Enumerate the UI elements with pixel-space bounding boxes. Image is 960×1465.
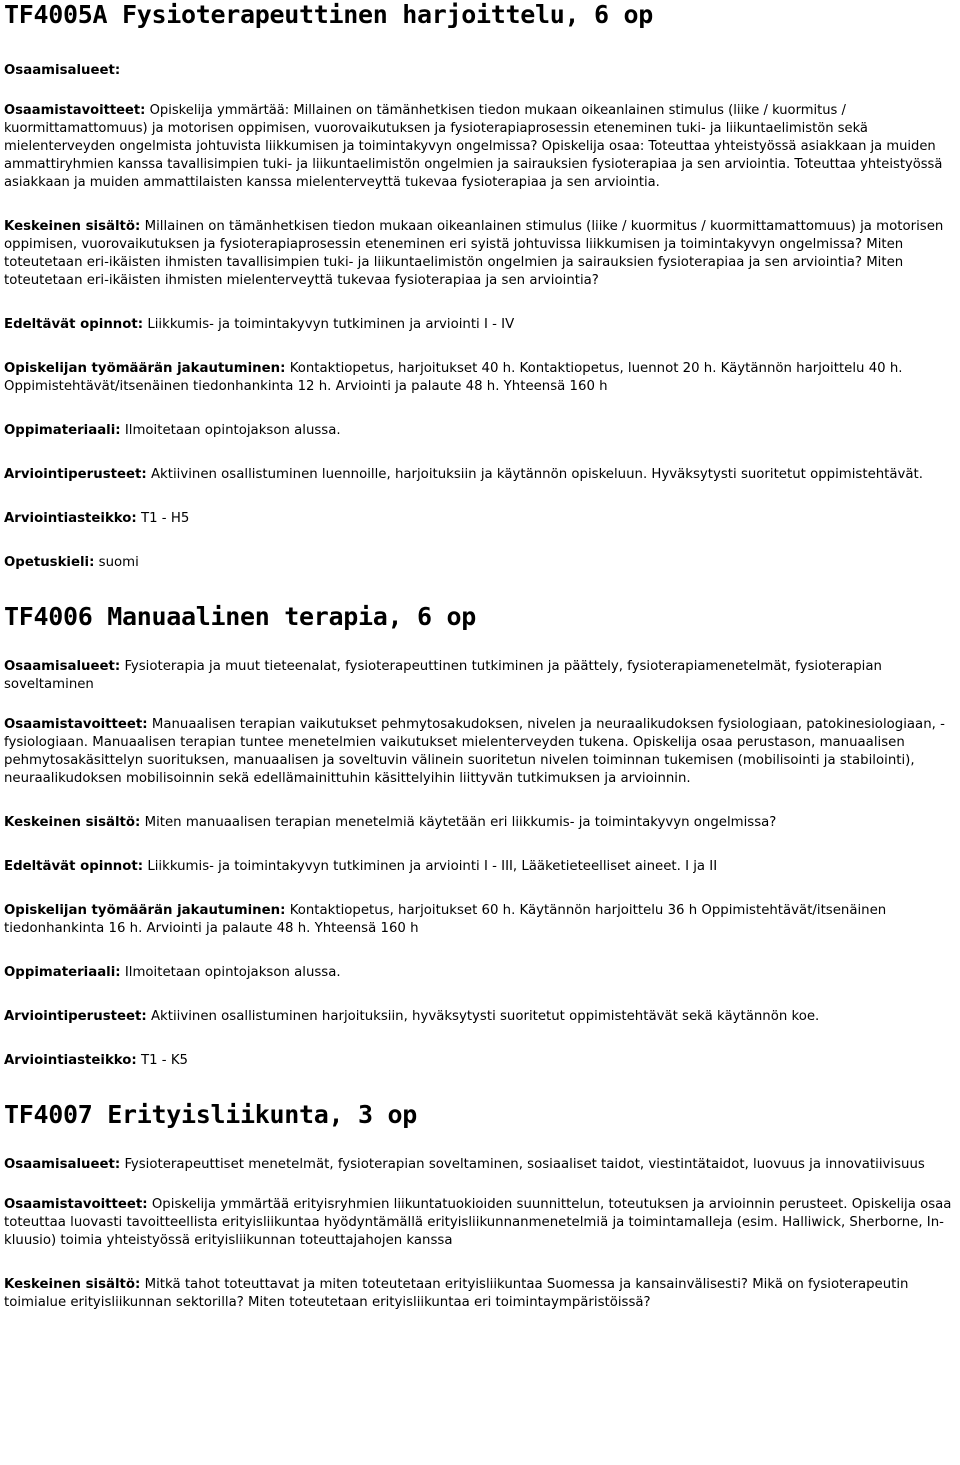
field-value: T1 - H5 xyxy=(140,511,190,526)
field-value: Opiskelija ymmärtää erityisryhmien liikuntatuokioiden suunnittelun, toteutuksen ja arvioinnin perusteet. Opiskelija osaa toteuttaa luovasti tavoitteellista erityisliikuntaa hyödyntämällä erityisliikunnanmenetelmiä ja toimintamalleja (esim. Halliwick, Sherborne, In-kluusio) toimia yhteistyössä erityisliikunnan toteuttajahojen kanssa xyxy=(4,1197,952,1248)
field-osaamistavoitteet xyxy=(4,102,956,192)
document xyxy=(4,0,956,1312)
course-tf4005a xyxy=(4,0,956,572)
field-value: Mitkä tahot toteuttavat ja miten toteutetaan erityisliikuntaa Suomessa ja kansainvälisesti? Mikä on fysioterapeutin toimialue erityisliikunnan sektorilla? Miten toteutetaan erityisliikuntaa eri toimintaympäristöissä? xyxy=(4,1277,909,1310)
field-value: Kontaktiopetus, harjoitukset 40 h. Kontaktiopetus, luennot 20 h. Käytännön harjoittelu 40 h. Oppimistehtävät/itsenäinen tiedonhankinta 12 h. Arviointi ja palaute 48 h. Yhteensä 160 h xyxy=(4,361,903,394)
course-tf4006 xyxy=(4,602,956,1070)
field-label: Osaamistavoitteet: xyxy=(4,103,146,118)
field-osaamisalueet xyxy=(4,658,956,694)
field-label: Edeltävät opinnot: xyxy=(4,859,144,874)
field-edeltavat-opinnot xyxy=(4,858,956,876)
field-value: T1 - K5 xyxy=(140,1053,188,1068)
field-value: Ilmoitetaan opintojakson alussa. xyxy=(124,965,341,980)
field-label: Edeltävät opinnot: xyxy=(4,317,144,332)
field-value: Opiskelija ymmärtää: Millainen on tämänhetkisen tiedon mukaan oikeanlainen stimulus (liike / kuormitus / kuormittamattomuus) ja motorisen oppimisen, vuorovaikutuksen ja fysioterapiaprosessin eteneminen tuki- ja liikuntaelimistön sekä mielenterveyden ongelmista johtuvista liikkumisen ja toimintakyvyn ongelmissa? Opiskelija osaa: Toteuttaa yhteistyössä asiakkaan ja muiden ammattiryhmien kanssa tavallisimpien tuki- ja liikuntaelimistön ongelmien ja sairauksien fysioterapiaa ja sen arviointia. Toteuttaa yhteistyössä asiakkaan ja muiden ammattilaisten kanssa mielenterveyttä tukevaa fysioterapiaa ja sen arviointia. xyxy=(4,103,943,190)
field-value: Aktiivinen osallistuminen harjoituksiin, hyväksytysti suoritetut oppimistehtävät sekä käytännön koe. xyxy=(150,1009,820,1024)
field-value: Millainen on tämänhetkisen tiedon mukaan oikeanlainen stimulus (liike / kuormitus / kuormittamattomuus) ja motorisen oppimisen, vuorovaikutuksen ja fysioterapiaprosessin eteneminen eri syistä johtuvissa liikkumisen ja toimintakyvyn ongelmissa? Miten toteutetaan eri-ikäisten ihmisten tavallisimpien tuki- ja liikuntaelimistön ongelmien ja sairauksien fysioterapiaa ja sen arviointia? Miten toteutetaan eri-ikäisten ihmisten mielenterveyttä tukevaa fysioterapiaa ja sen arviointia? xyxy=(4,219,944,288)
field-keskeinen-sisalto xyxy=(4,814,956,832)
field-tyomaara xyxy=(4,902,956,938)
field-label: Osaamistavoitteet: xyxy=(4,717,148,732)
field-keskeinen-sisalto xyxy=(4,1276,956,1312)
field-label: Osaamisalueet: xyxy=(4,63,121,78)
field-label: Oppimateriaali: xyxy=(4,965,121,980)
field-label: Arviointiperusteet: xyxy=(4,1009,147,1024)
field-label: Opiskelijan työmäärän jakautuminen: xyxy=(4,361,286,376)
field-value: Ilmoitetaan opintojakson alussa. xyxy=(124,423,341,438)
course-title: TF4007 Erityisliikunta, 3 op xyxy=(4,1100,418,1129)
field-label: Opetuskieli: xyxy=(4,555,95,570)
field-oppimateriaali xyxy=(4,964,956,982)
field-label: Oppimateriaali: xyxy=(4,423,121,438)
field-keskeinen-sisalto xyxy=(4,218,956,290)
field-opetuskieli xyxy=(4,554,956,572)
field-osaamisalueet xyxy=(4,62,956,80)
field-edeltavat-opinnot xyxy=(4,316,956,334)
field-value: Miten manuaalisen terapian menetelmiä käytetään eri liikkumis- ja toimintakyvyn ongelmissa? xyxy=(144,815,777,830)
field-value: Fysioterapia ja muut tieteenalat, fysioterapeuttinen tutkiminen ja päättely, fysioterapiamenetelmät, fysioterapian soveltaminen xyxy=(4,659,882,692)
field-value: Fysioterapeuttiset menetelmät, fysioterapian soveltaminen, sosiaaliset taidot, viestintätaidot, luovuus ja innovatiivisuus xyxy=(124,1157,925,1172)
field-arviointiasteikko xyxy=(4,1052,956,1070)
field-osaamistavoitteet xyxy=(4,1196,956,1250)
field-arviointiasteikko xyxy=(4,510,956,528)
field-label: Keskeinen sisältö: xyxy=(4,815,141,830)
field-tyomaara xyxy=(4,360,956,396)
field-value: Aktiivinen osallistuminen luennoille, harjoituksiin ja käytännön opiskeluun. Hyväksytysti suoritetut oppimistehtävät. xyxy=(150,467,923,482)
field-label: Osaamistavoitteet: xyxy=(4,1197,148,1212)
field-osaamisalueet xyxy=(4,1156,956,1174)
field-arviointiperusteet xyxy=(4,1008,956,1026)
course-title: TF4006 Manuaalinen terapia, 6 op xyxy=(4,602,477,631)
field-label: Arviointiperusteet: xyxy=(4,467,147,482)
field-value: Liikkumis- ja toimintakyvyn tutkiminen ja arviointi I - IV xyxy=(147,317,515,332)
course-tf4007 xyxy=(4,1100,956,1312)
field-osaamistavoitteet xyxy=(4,716,956,788)
field-label: Osaamisalueet: xyxy=(4,659,121,674)
field-label: Keskeinen sisältö: xyxy=(4,1277,141,1292)
field-value: Liikkumis- ja toimintakyvyn tutkiminen ja arviointi I - III, Lääketieteelliset aineet. I ja II xyxy=(147,859,718,874)
field-arviointiperusteet xyxy=(4,466,956,484)
course-title: TF4005A Fysioterapeuttinen harjoittelu, 6 op xyxy=(4,0,654,29)
field-oppimateriaali xyxy=(4,422,956,440)
field-value: Kontaktiopetus, harjoitukset 60 h. Käytännön harjoittelu 36 h Oppimistehtävät/itsenäinen tiedonhankinta 16 h. Arviointi ja palaute 48 h. Yhteensä 160 h xyxy=(4,903,887,936)
field-label: Opiskelijan työmäärän jakautuminen: xyxy=(4,903,286,918)
field-value: Manuaalisen terapian vaikutukset pehmytosakudoksen, nivelen ja neuraalikudoksen fysiologiaan, patokinesiologiaan, -fysiologiaan. Manuaalisen terapian tuntee menetelmien vaikutukset mielenterveyden tukena. Opiskelija osaa perustason, manuaalisen pehmytosakäsittelyn suorituksen, manuaalisen ja soveltuvin välinein suoritetun nivelen toiminnan tukemisen (mobilisointi ja stabilointi), neuraalikudoksen mobilisoinnin sekä edellämainittuhin käsittelyihin liittyvän tutkimuksen ja arvioinnin. xyxy=(4,717,945,786)
field-value: suomi xyxy=(98,555,139,570)
field-label: Keskeinen sisältö: xyxy=(4,219,141,234)
field-label: Osaamisalueet: xyxy=(4,1157,121,1172)
field-label: Arviointiasteikko: xyxy=(4,511,137,526)
field-label: Arviointiasteikko: xyxy=(4,1053,137,1068)
